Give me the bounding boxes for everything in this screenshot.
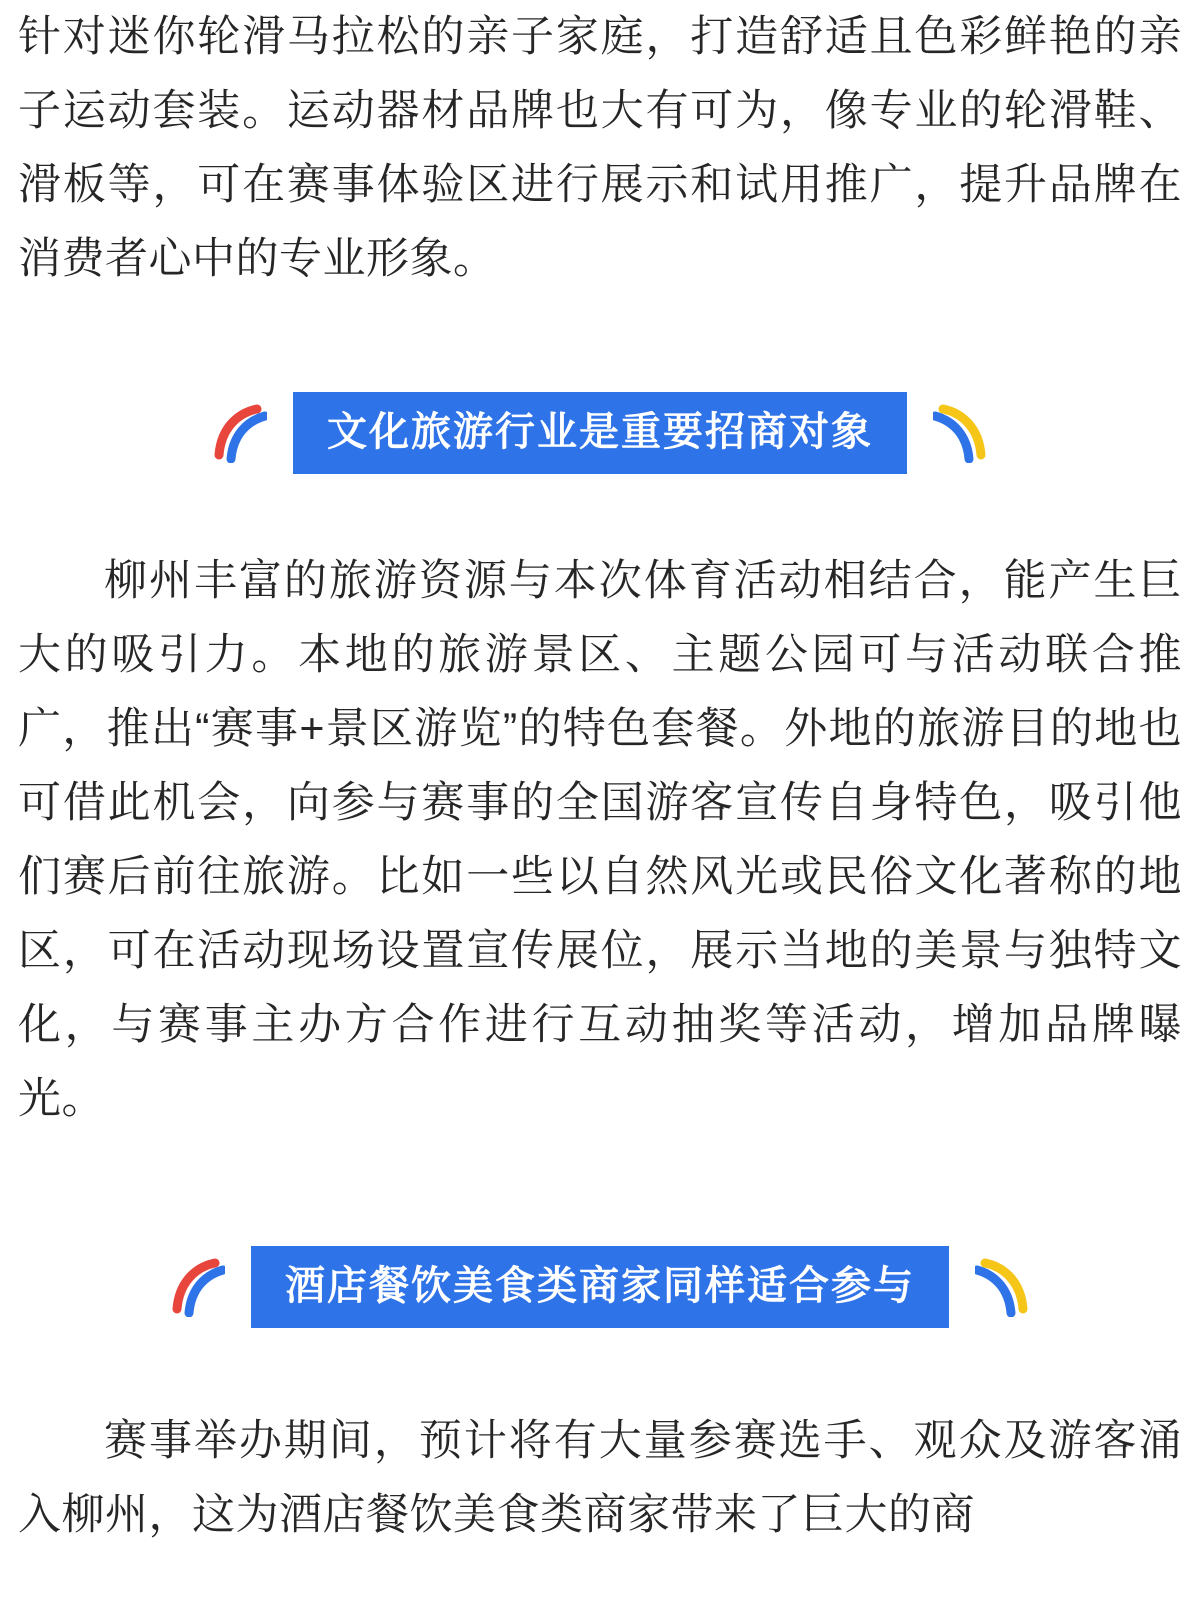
section-heading-2	[18, 1246, 1182, 1328]
swoosh-left-icon	[211, 403, 267, 463]
paragraph-1: 针对迷你轮滑马拉松的亲子家庭，打造舒适且色彩鲜艳的亲子运动套装。运动器材品牌也大有可为，像专业的轮滑鞋、滑板等，可在赛事体验区进行展示和试用推广，提升品牌在消费者心中的专业形象。	[18, 13, 1182, 283]
paragraph-3: 赛事举办期间，预计将有大量参赛选手、观众及游客涌入柳州，这为酒店餐饮美食类商家带来了巨大的商	[18, 1417, 1182, 1539]
swoosh-right-icon	[933, 403, 989, 463]
swoosh-left-icon-2	[169, 1257, 225, 1317]
section-heading-1-label: 文化旅游行业是重要招商对象	[293, 392, 907, 474]
section-heading-2-label: 酒店餐饮美食类商家同样适合参与	[251, 1246, 949, 1328]
section-heading-1	[18, 392, 1182, 474]
swoosh-right-icon-2	[975, 1257, 1031, 1317]
paragraph-2: 柳州丰富的旅游资源与本次体育活动相结合，能产生巨大的吸引力。本地的旅游景区、主题公园可与活动联合推广，推出“赛事+景区游览”的特色套餐。外地的旅游目的地也可借此机会，向参与赛事的全国游客宣传自身特色，吸引他们赛后前往旅游。比如一些以自然风光或民俗文化著称的地区，可在活动现场设置宣传展位，展示当地的美景与独特文化，与赛事主办方合作进行互动抽奖等活动，增加品牌曝光。	[18, 557, 1182, 1123]
